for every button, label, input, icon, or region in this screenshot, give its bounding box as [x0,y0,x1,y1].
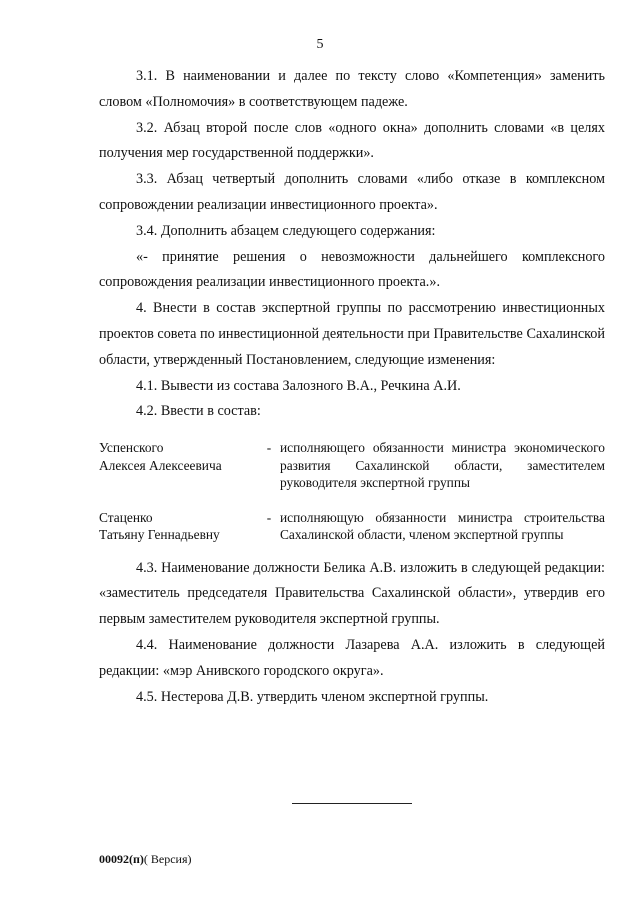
end-divider [292,803,412,804]
document-body [99,64,605,710]
member-name [99,509,258,544]
paragraph-4-1: 4.1. Вывести из состава Залозного В.А., Речкина А.И. [136,377,461,394]
member-dash: - [266,509,272,525]
footer [99,852,192,867]
member-name [99,439,258,492]
closing-paragraphs [99,556,605,711]
member-role: исполняющую обязанности министра строительства Сахалинской области, членом экспертной группы [280,509,605,543]
member-given-names: Татьяну Геннадьевну [99,527,220,543]
member-given-names: Алексея Алексеевича [99,457,222,473]
paragraph-4: 4. Внести в состав экспертной группы по рассмотрению инвестиционных проектов совета по инвестиционной деятельности при Правительстве Сахалинской области, утвержденный Постановлением, следующие изменения: [99,300,605,368]
paragraph-3-2: 3.2. Абзац второй после слов «одного окна» дополнить словами «в целях получения мер государственной поддержки». [99,119,605,162]
member-surname: Стаценко [99,509,153,525]
page-number: 5 [316,37,324,52]
paragraph-4-4: 4.4. Наименование должности Лазарева А.А. изложить в следующей редакции: «мэр Анивского городского округа». [99,637,605,679]
member-role: исполняющего обязанности министра экономического развития Сахалинской области, заместителем руководителя экспертной группы [280,440,605,491]
paragraph-3-3: 3.3. Абзац четвертый дополнить словами «либо отказе в комплексном сопровождении реализации инвестиционного проекта». [99,171,605,213]
paragraph-3-1: 3.1. В наименовании и далее по тексту слово «Компетенция» заменить словом «Полномочия» в соответствующем падеже. [99,68,605,110]
member-surname: Успенского [99,440,164,456]
member-dash: - [266,440,272,456]
paragraph-3-4: 3.4. Дополнить абзацем следующего содержания: [136,222,436,239]
paragraph-4-3: 4.3. Наименование должности Белика А.В. изложить в следующей редакции: «заместитель председателя Правительства Сахалинской области», утвердив его первым заместителем руководителя экспертной группы. [99,559,605,628]
paragraph-4-5: 4.5. Нестерова Д.В. утвердить членом экспертной группы. [136,688,489,705]
paragraph-3-4-quote: «- принятие решения о невозможности дальнейшего комплексного сопровождения реализации инвестиционного проекта.». [99,248,605,291]
document-version: ( Версия) [143,852,192,866]
member-entry [99,509,605,544]
document-code: 00092(п) [99,852,144,866]
member-entry [99,439,605,492]
paragraph-4-2: 4.2. Ввести в состав: [136,403,261,420]
